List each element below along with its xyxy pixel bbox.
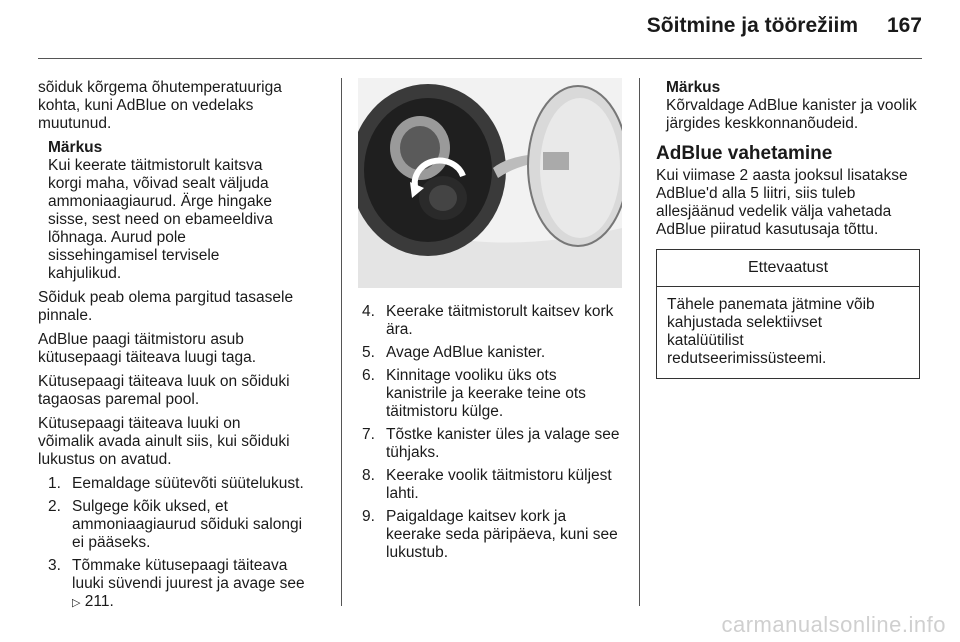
caution-text: Tähele panemata jätmine võib kahjustada selektiivset katalüütilist redutseerimissüsteemi. [667,296,875,367]
page-number: 167 [886,14,922,37]
list-item: 1. Eemaldage süütevõti süütelukust. [48,475,304,492]
fuel-filler-photo [358,78,622,288]
list-item: 9. Paigaldage kaitsev kork ja keerake seda päripäeva, kuni see lukustub. [362,508,618,561]
column-divider-right [639,78,640,606]
list-item: 8. Keerake voolik täitmistoru küljest lahti. [362,467,612,502]
steps-list-middle [362,303,630,562]
right-column [656,79,926,379]
note-title: Märkus [48,139,103,156]
continued-text: sõiduk kõrgema õhutemperatuuriga kohta, kuni AdBlue on vedelaks muutunud. [38,79,282,132]
reference-arrow-icon: ▷ [72,597,81,609]
note-text: Kui keerate täitmistorult kaitsva korgi maha, võivad sealt väljuda ammoniaagiaurud. Ärge hingake sisse, sest need on ebameeldiva lõhnaga. Aurud pole sissehingamisel tervisele kahjulikud. [48,157,273,282]
paragraph: Kütusepaagi täiteava luuk on sõiduki tagaosas paremal pool. [38,373,290,408]
paragraph: AdBlue paagi täitmistoru asub kütusepaagi täiteava luugi taga. [38,331,257,366]
note-block [48,139,330,283]
section-title: AdBlue vahetamine [656,143,833,164]
list-item: 2. Sulgege kõik uksed, et ammoniaagiaurud sõiduki salongi ei pääseks. [48,498,303,551]
list-item: 3. Tõmmake kütusepaagi täiteava luuki süvendi juurest ja avage see ▷ 211. [48,557,305,610]
column-divider-left [341,78,342,606]
header-rule [38,58,922,59]
header-title: Sõitmine ja töörežiim [646,14,858,37]
page-reference-link[interactable]: ▷ 211. [72,593,114,610]
note-block [666,79,926,133]
note-text: Kõrvaldage AdBlue kanister ja voolik järgides keskkonnanõudeid. [666,97,917,132]
caution-box [656,249,920,379]
middle-column [362,303,630,567]
list-item: 6. Kinnitage vooliku üks ots kanistrile ja keerake teine ots täitmistoru külge. [362,367,586,420]
left-column [38,79,330,617]
section-text: Kui viimase 2 aasta jooksul lisatakse AdBlue'd alla 5 liitri, siis tuleb allesjäänud vedelik välja vahetada AdBlue piiratud kasutusaja tõttu. [656,167,908,238]
paragraph: Sõiduk peab olema pargitud tasasele pinnale. [38,289,294,324]
watermark: carmanualsonline.info [721,612,946,637]
paragraph: Kütusepaagi täiteava luuki on võimalik avada ainult siis, kui sõiduki lukustus on avatud. [38,415,290,468]
list-item: 5. Avage AdBlue kanister. [362,344,546,361]
list-item: 7. Tõstke kanister üles ja valage see tühjaks. [362,426,620,461]
list-item: 4. Keerake täitmistorult kaitsev kork ära. [362,303,614,338]
note-title: Märkus [666,79,721,96]
caution-title: Ettevaatust [657,250,919,287]
steps-list-left [48,475,330,612]
